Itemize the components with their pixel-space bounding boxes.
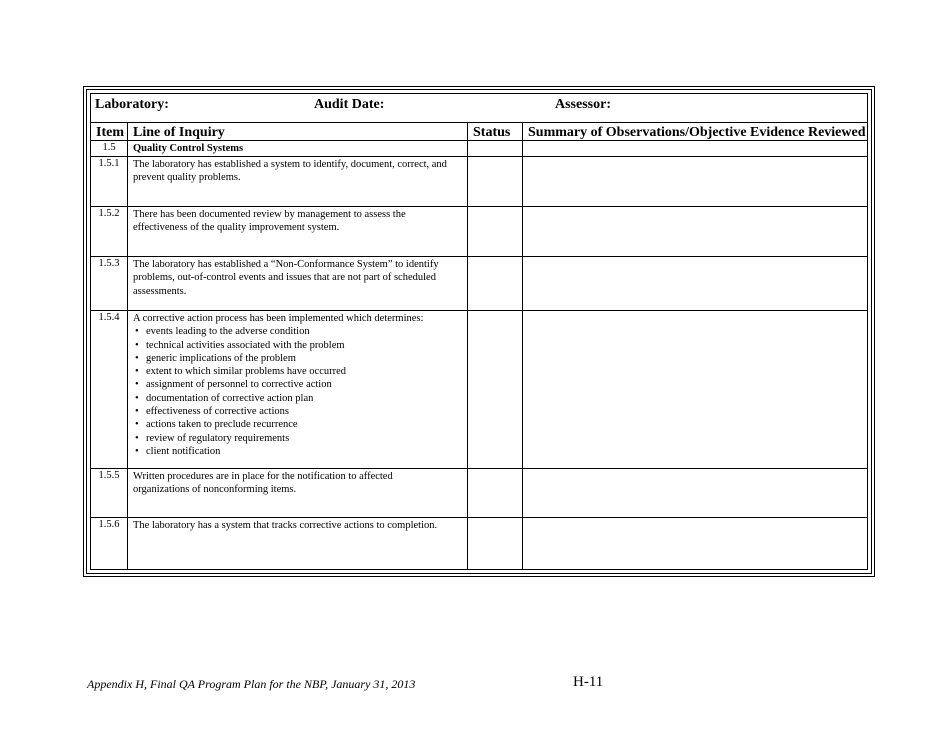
row-inquiry-text: The laboratory has a system that tracks corrective actions to completion. — [133, 520, 438, 531]
summary-column-header: Summary of Observations/Objective Evidence Reviewed — [528, 125, 866, 140]
row-inquiry-text: The laboratory has established a system to identify, document, correct, and prevent quality problems. — [133, 159, 447, 184]
row-item-number: 1.5.4 — [98, 312, 120, 323]
row-divider — [91, 517, 867, 518]
list-item: • actions taken to preclude recurrence — [133, 418, 463, 431]
summary-column-divider — [522, 122, 523, 569]
list-item: • assignment of personnel to corrective action — [133, 378, 463, 391]
header-divider — [91, 122, 867, 123]
line-of-inquiry-column-header: Line of Inquiry — [133, 125, 225, 140]
row-item-number: 1.5.2 — [98, 208, 120, 219]
laboratory-label: Laboratory: — [95, 97, 169, 112]
row-item-number: 1.5.6 — [98, 519, 120, 530]
list-item: • technical activities associated with the problem — [133, 339, 463, 352]
status-column-divider — [467, 122, 468, 569]
audit-form-frame — [83, 86, 875, 577]
row-divider — [91, 256, 867, 257]
section-divider — [91, 156, 867, 157]
list-item: • review of regulatory requirements — [133, 432, 463, 445]
row-divider — [91, 468, 867, 469]
list-item: • extent to which similar problems have occurred — [133, 365, 463, 378]
assessor-label: Assessor: — [555, 97, 611, 112]
list-item: • events leading to the adverse condition — [133, 325, 463, 338]
row-inquiry-content — [133, 312, 463, 458]
row-inquiry-text: Written procedures are in place for the notification to affected organizations of nonconforming items. — [133, 471, 393, 496]
footer-document-title: Appendix H, Final QA Program Plan for the NBP, January 31, 2013 — [87, 677, 416, 691]
row-divider — [91, 310, 867, 311]
row-item-number: 1.5.5 — [98, 470, 120, 481]
page-number: H-11 — [573, 674, 604, 690]
row-item-number: 1.5.1 — [98, 158, 120, 169]
row-item-number: 1.5.3 — [98, 258, 120, 269]
corrective-action-list — [133, 325, 463, 458]
status-column-header: Status — [473, 125, 511, 140]
section-title: Quality Control Systems — [133, 143, 244, 154]
list-item: • client notification — [133, 445, 463, 458]
item-column-divider — [127, 122, 128, 569]
row-divider — [91, 206, 867, 207]
row-inquiry-text: There has been documented review by management to assess the effectiveness of the quality improvement system. — [133, 209, 406, 234]
audit-date-label: Audit Date: — [314, 97, 385, 112]
row-inquiry-text: A corrective action process has been implemented which determines: — [133, 313, 424, 324]
list-item: • documentation of corrective action plan — [133, 392, 463, 405]
list-item: • generic implications of the problem — [133, 352, 463, 365]
audit-form-table — [90, 93, 868, 570]
item-column-header: Item — [96, 125, 124, 140]
list-item: • effectiveness of corrective actions — [133, 405, 463, 418]
section-number: 1.5 — [102, 142, 116, 153]
row-inquiry-text: The laboratory has established a “Non-Conformance System” to identify problems, out-of-control events and issues that are not part of scheduled assessments. — [133, 259, 439, 297]
